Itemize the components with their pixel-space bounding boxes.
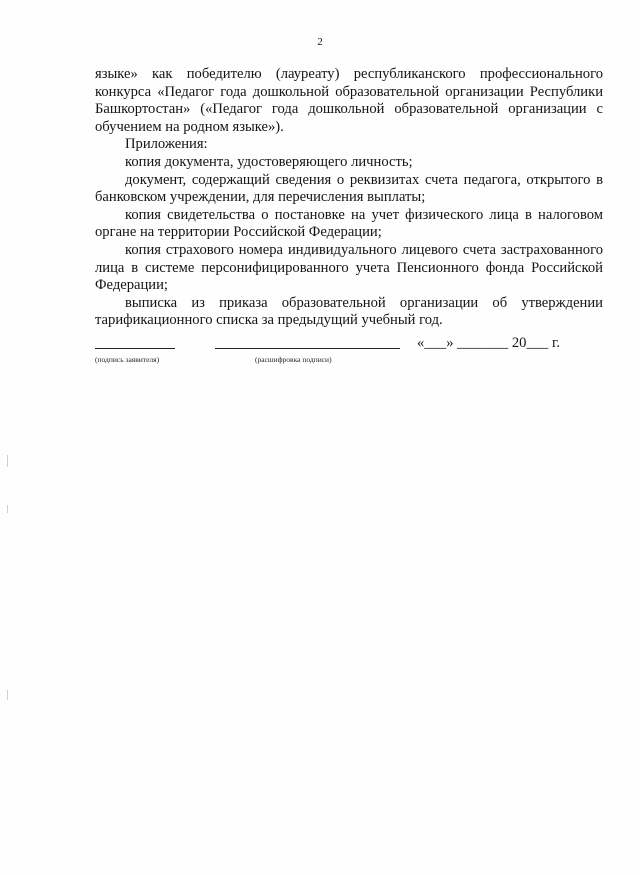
attachment-item-tariff-extract: выписка из приказа образовательной организации об утверждении тарификационного списка за предыдущий учебный год.	[95, 294, 603, 329]
attachment-item-tax-registration: копия свидетельства о постановке на учет физического лица в налоговом органе на территории Российской Федерации;	[95, 206, 603, 241]
signature-row	[95, 332, 605, 352]
signature-decoding-line	[215, 348, 400, 349]
attachment-item-identity: копия документа, удостоверяющего личность;	[125, 153, 413, 170]
page-number: 2	[317, 36, 323, 48]
attachments-heading: Приложения:	[125, 136, 208, 153]
document-body	[95, 66, 603, 330]
applicant-signature-caption: (подпись заявителя)	[95, 355, 160, 364]
attachment-item-insurance-number: копия страхового номера индивидуального лицевого счета застрахованного лица в системе персонифицированного учета Пенсионного фонда Российской Федерации;	[95, 241, 603, 294]
scan-artifact	[7, 455, 8, 467]
scan-artifact	[7, 505, 8, 513]
attachment-item-bank-account: документ, содержащий сведения о реквизитах счета педагога, открытого в банковском учреждении, для перечисления выплаты;	[95, 171, 603, 206]
applicant-signature-line	[95, 348, 175, 349]
paragraph-continuation: языке» как победителю (лауреату) республиканского профессионального конкурса «Педагог года дошкольной образовательной организации Республики Башкортостан» («Педагог года дошкольной образовательной организации с обучением на родном языке»).	[95, 66, 603, 135]
signature-date: «___» _______ 20___ г.	[417, 335, 560, 351]
scan-artifact	[7, 690, 8, 700]
signature-decoding-caption: (расшифровка подписи)	[255, 355, 332, 364]
